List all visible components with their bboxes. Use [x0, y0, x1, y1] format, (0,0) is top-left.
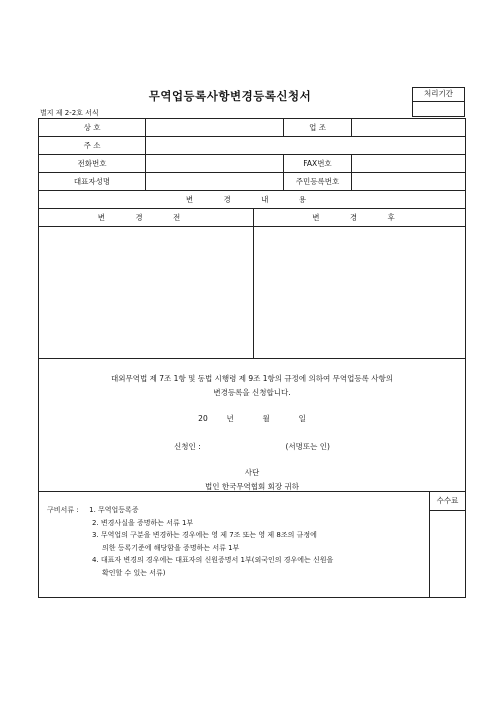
recipient-line1: 사단	[244, 468, 260, 477]
processing-period-box	[412, 87, 465, 117]
date-year: 20	[198, 414, 208, 423]
list-item: 3. 무역업의 구분을 변경하는 경우에는 영 제 7조 또는 영 제 8조의 규정에	[92, 531, 317, 539]
after-change-field[interactable]	[253, 227, 467, 358]
signature-note: (서명또는 인)	[285, 442, 330, 451]
declaration-text-line1: 대외무역법 제 7조 1항 및 동법 시행령 제 9조 1항의 규정에 의하여 무역업등록 사항의	[111, 374, 393, 383]
fax-label: FAX번호	[283, 155, 351, 172]
fax-field[interactable]	[351, 155, 467, 172]
fee-label: 수수료	[430, 492, 465, 511]
form-number-label: 별지 제 2-2호 서식	[40, 109, 99, 117]
date-line	[39, 413, 465, 424]
date-month-unit: 월	[262, 414, 270, 423]
list-item: 2. 변경사실을 증명하는 서류 1부	[92, 518, 194, 527]
business-type-field[interactable]	[351, 119, 467, 136]
changes-column-headers	[39, 209, 465, 227]
date-day-unit: 일	[298, 414, 306, 423]
company-name-field[interactable]	[145, 119, 283, 136]
phone-field[interactable]	[145, 155, 283, 172]
address-field[interactable]	[145, 137, 467, 154]
date-year-unit: 년	[226, 414, 234, 423]
list-item: 확인할 수 있는 서류)	[102, 568, 166, 577]
recipient-line2: 법인 한국무역협회 회장 귀하	[204, 482, 300, 491]
application-form-table	[38, 118, 466, 492]
list-item: 구비서류 : 1. 무역업등록증	[47, 506, 139, 514]
applicant-line	[39, 441, 465, 452]
resident-number-label: 주민등록번호	[283, 173, 351, 190]
phone-label: 전화번호	[77, 159, 107, 168]
form-title: 무역업등록사항변경등록신청서	[148, 89, 312, 103]
representative-label: 대표자성명	[73, 177, 111, 186]
address-row	[39, 137, 465, 155]
company-name-label: 상 호	[83, 123, 101, 132]
business-type-label: 업 조	[283, 119, 351, 136]
changes-content-row	[39, 227, 465, 359]
fee-column	[429, 492, 465, 597]
before-change-field[interactable]	[39, 227, 253, 358]
required-documents-list	[47, 504, 333, 579]
after-change-header: 변 경 후	[253, 209, 467, 226]
company-row	[39, 119, 465, 137]
list-item: 의한 등록기준에 해당함을 증명하는 서류 1부	[102, 543, 240, 552]
before-change-header: 변 경 전	[97, 213, 195, 222]
declaration-section	[39, 359, 465, 493]
address-label: 주 소	[83, 141, 101, 150]
changes-section-header	[39, 191, 465, 209]
list-item: 4. 대표자 변경의 경우에는 대표자의 신원증명서 1부(외국인의 경우에는 신원을	[92, 556, 334, 564]
representative-field[interactable]	[145, 173, 283, 190]
representative-row	[39, 173, 465, 191]
resident-number-field[interactable]	[351, 173, 467, 190]
declaration-text-line2: 변경등록을 신청합니다.	[213, 388, 291, 397]
changes-section-title: 변 경 내 용	[185, 195, 321, 204]
required-documents-label: 구비서류 :	[47, 506, 79, 514]
processing-period-label: 처리기간	[413, 88, 464, 102]
phone-row	[39, 155, 465, 173]
attachments-section	[38, 492, 466, 598]
applicant-label: 신청인 :	[174, 442, 201, 451]
